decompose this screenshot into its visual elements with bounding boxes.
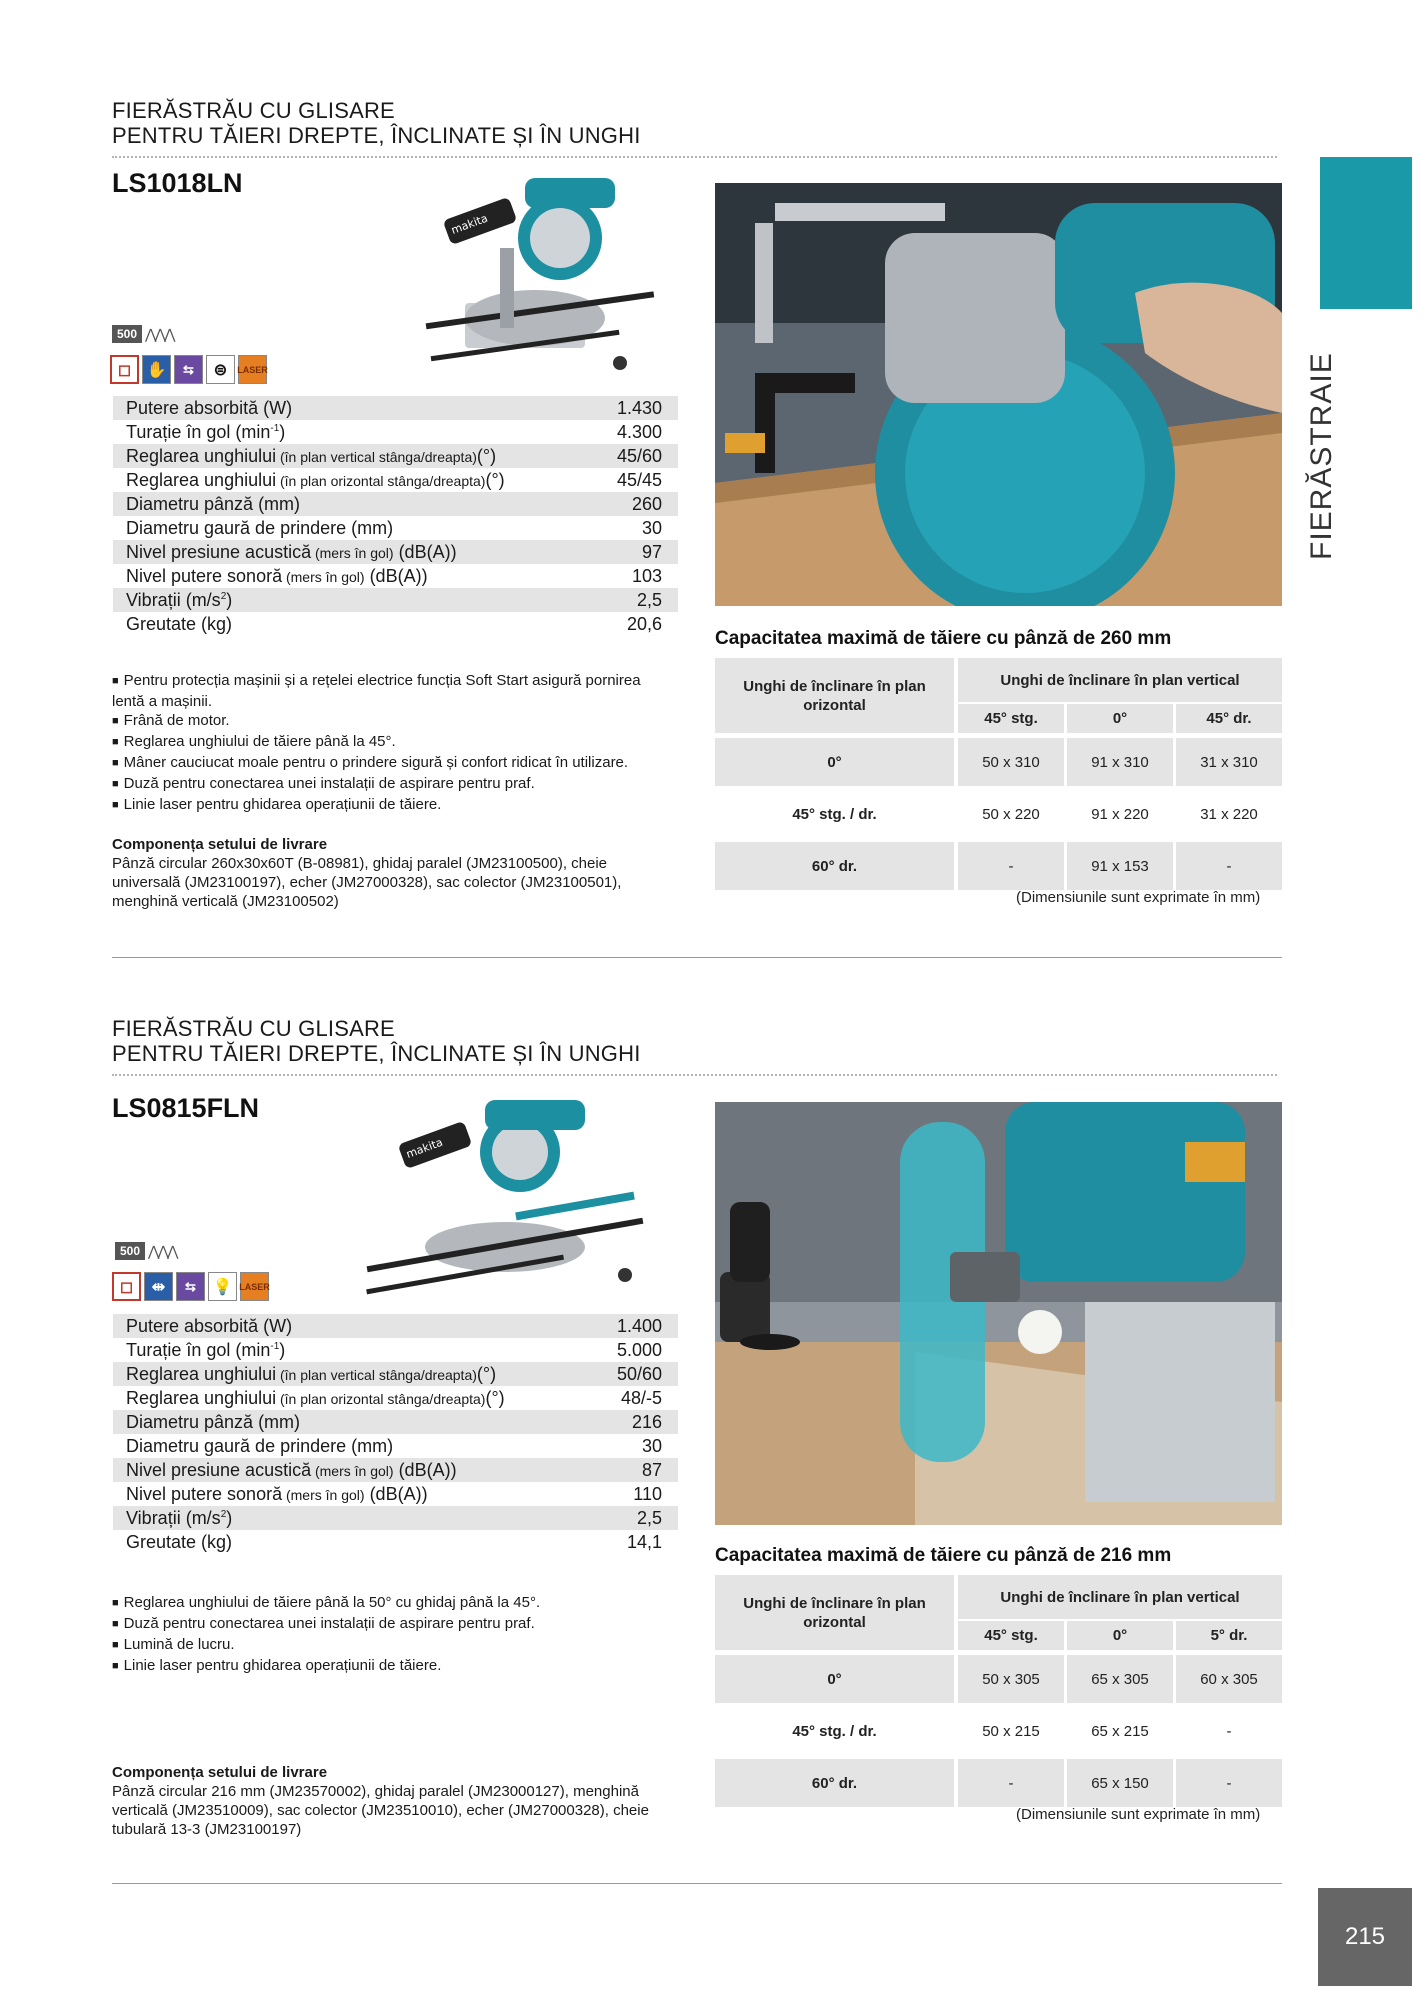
spec-value: 1.400 (616, 1315, 662, 1336)
product-1-components (112, 835, 672, 911)
saw-teeth-icon: ⋀⋀⋀ (145, 325, 174, 342)
table-cell: 50 x 220 (982, 805, 1040, 823)
section-separator (112, 1883, 1282, 1884)
table-column-header: 45° stg. (958, 704, 1064, 733)
components-text: Pânză circular 216 mm (JM23570002), ghidaj paralel (JM23000127), menghină verticală (JM23510009), sac colector (JM23510010), echer (JM27000328), cheie tubulară 13-3 (JM23100197) (112, 1783, 649, 1838)
table-cell: 50 x 215 (982, 1722, 1040, 1740)
spec-value: 50/60 (616, 1363, 662, 1384)
spec-row (113, 1410, 678, 1434)
spec-row (113, 1506, 678, 1530)
spec-value: 45/60 (616, 445, 662, 466)
spec-label: Reglarea unghiului (în plan orizontal stânga/dreapta)(°) (126, 469, 505, 490)
laser-icon: LASER (240, 1272, 269, 1301)
svg-text:makita: makita (449, 211, 490, 237)
product-1-feature-icons (110, 355, 267, 384)
spec-label: Reglarea unghiului (în plan vertical stânga/dreapta)(°) (126, 445, 497, 466)
section-separator (112, 957, 1282, 958)
spec-row (113, 564, 678, 588)
product-2-spec-table (113, 1314, 678, 1554)
feature-bullet: ■ Mâner cauciucat moale pentru o prindere sigură și confort ridicat în utilizare. (112, 753, 652, 774)
feature-bullet: ■ Duză pentru conectarea unei instalații de aspirare pentru praf. (112, 774, 652, 795)
spec-row (113, 1362, 678, 1386)
category-line-1: FIERĂSTRĂU CU GLISARE (112, 98, 395, 123)
spec-row (113, 1338, 678, 1362)
product-1-feature-list (112, 671, 652, 816)
sidebar-color-tab (1320, 157, 1412, 309)
product-2-table-note: (Dimensiunile sunt exprimate în mm) (1016, 1806, 1261, 1823)
spec-label: Nivel presiune acustică (mers în gol) (dB(A)) (126, 541, 457, 562)
table-cell: - (958, 1759, 1064, 1807)
spec-value: 2,5 (636, 1507, 662, 1528)
components-heading: Componența setului de livrare (112, 836, 328, 853)
soft-grip-icon: ✋ (142, 355, 171, 384)
table-row-label: 45° stg. / dr. (792, 805, 877, 823)
product-2-feature-icons (112, 1272, 269, 1301)
product-2-cutting-capacity-table (715, 1575, 1282, 1815)
table-cell: - (1176, 842, 1282, 890)
spec-value: 4.300 (616, 421, 662, 442)
product-2-capacity-title: Capacitatea maximă de tăiere cu pânză de 216 mm (715, 1545, 1172, 1566)
spec-label: Vibrații $(m/s^2)$ (126, 1507, 233, 1528)
table-column-header: 0° (1067, 1621, 1173, 1650)
table-cell: 91 x 153 (1067, 842, 1173, 890)
saw-teeth-icon: ⋀⋀⋀ (148, 1242, 177, 1259)
feature-bullet: ■ Linie laser pentru ghidarea operațiunii de tăiere. (112, 1656, 652, 1677)
spec-value: 110 (633, 1483, 662, 1504)
spec-value: 30 (641, 1435, 662, 1456)
table-cell: 65 x 215 (1091, 1722, 1149, 1740)
spec-row (113, 612, 678, 636)
table-cell: - (1226, 1722, 1232, 1740)
spec-label: Diametru pânză (mm) (126, 1411, 301, 1432)
table-cell: - (958, 842, 1064, 890)
spec-value: 20,6 (626, 613, 662, 634)
spec-value: 14,1 (626, 1531, 662, 1552)
spec-value: 2,5 (636, 589, 662, 610)
slide-rail-icon: ⇆ (174, 355, 203, 384)
spec-label: Greutate (kg) (126, 1531, 233, 1552)
spec-value: 260 (631, 493, 662, 514)
spec-label: Reglarea unghiului (în plan vertical stânga/dreapta)(°) (126, 1363, 497, 1384)
table-cell: 91 x 310 (1067, 738, 1173, 786)
feature-bullet: ■ Frână de motor. (112, 711, 652, 732)
spec-label: Nivel presiune acustică (mers în gol) (dB(A)) (126, 1459, 457, 1480)
title-divider (112, 156, 1277, 158)
table-row-label: 60° dr. (715, 842, 954, 890)
table-cell: 60 x 305 (1176, 1655, 1282, 1703)
feature-bullet: ■ Linie laser pentru ghidarea operațiunii de tăiere. (112, 795, 652, 816)
double-insulation-icon: ◻ (110, 355, 139, 384)
product-1-photo (715, 183, 1282, 606)
category-line-2: PENTRU TĂIERI DREPTE, ÎNCLINATE ȘI ÎN UNGHI (112, 123, 641, 148)
spec-row (113, 1434, 678, 1458)
table-row-header: Unghi de înclinare în plan orizontal (715, 658, 954, 733)
components-heading: Componența setului de livrare (112, 1764, 328, 1781)
product-2-tool-image (355, 1092, 655, 1307)
spec-label: Putere absorbită (W) (126, 397, 293, 418)
table-cell: 31 x 310 (1176, 738, 1282, 786)
svg-text:makita: makita (404, 1135, 445, 1161)
spec-row (113, 468, 678, 492)
product-1-tool-image (405, 168, 665, 390)
table-row-label: 45° stg. / dr. (792, 1722, 877, 1740)
spec-row (113, 1314, 678, 1338)
spec-label: Diametru gaură de prindere (mm) (126, 1435, 394, 1456)
table-row-label: 0° (715, 738, 954, 786)
table-column-header: 0° (1067, 704, 1173, 733)
spec-value: 45/45 (616, 469, 662, 490)
spec-row (113, 588, 678, 612)
table-row-label: 0° (715, 1655, 954, 1703)
spec-value: 1.430 (616, 397, 662, 418)
table-row-label: 60° dr. (715, 1759, 954, 1807)
spec-value: 87 (641, 1459, 662, 1480)
table-column-header: 45° dr. (1176, 704, 1282, 733)
spec-value: 103 (631, 565, 662, 586)
category-line-2: PENTRU TĂIERI DREPTE, ÎNCLINATE ȘI ÎN UNGHI (112, 1041, 641, 1066)
slide-rail-icon: ⇆ (176, 1272, 205, 1301)
spec-row (113, 1482, 678, 1506)
product-2-model: LS0815FLN (112, 1093, 260, 1123)
spec-label: Putere absorbită (W) (126, 1315, 293, 1336)
spec-value: 30 (641, 517, 662, 538)
spec-value: 48/-5 (620, 1387, 662, 1408)
title-divider (112, 1074, 1277, 1076)
table-column-header: 5° dr. (1176, 1621, 1282, 1650)
product-2-components (112, 1763, 672, 1839)
sidebar-section-label: FIERĂSTRAIE (1305, 352, 1338, 560)
components-text: Pânză circular 260x30x60T (B-08981), ghidaj paralel (JM23100500), cheie universală (JM23100197), echer (JM27000328), sac colector (JM23100501), menghină verticală (JM23100502) (112, 855, 622, 910)
spec-label: Nivel putere sonoră (mers în gol) (dB(A)) (126, 565, 428, 586)
product-1-category (112, 98, 641, 148)
spec-label: Greutate (kg) (126, 613, 233, 634)
blade-count-badge: 500 (115, 1242, 145, 1260)
spec-row (113, 540, 678, 564)
product-2-photo (715, 1102, 1282, 1525)
spec-label: Diametru pânză (mm) (126, 493, 301, 514)
spec-value: 216 (631, 1411, 662, 1432)
spec-row (113, 492, 678, 516)
spec-row (113, 444, 678, 468)
double-insulation-icon: ◻ (112, 1272, 141, 1301)
spec-label: Diametru gaură de prindere (mm) (126, 517, 394, 538)
spec-row (113, 516, 678, 540)
blade-count-badge: 500 (112, 325, 142, 343)
spec-row (113, 396, 678, 420)
electric-brake-icon: ⊜ (206, 355, 235, 384)
spec-label: Turație în gol $(\min^{-1})$ (126, 421, 286, 442)
spec-value: 5.000 (616, 1339, 662, 1360)
table-column-header: 45° stg. (958, 1621, 1064, 1650)
spec-label: Nivel putere sonoră (mers în gol) (dB(A)) (126, 1483, 428, 1504)
product-2-badge (115, 1242, 176, 1260)
spec-label: Vibrații $(m/s^2)$ (126, 589, 233, 610)
product-1-badge (112, 325, 173, 343)
spec-row (113, 1386, 678, 1410)
product-1-model: LS1018LN (112, 168, 243, 198)
table-column-group-header: Unghi de înclinare în plan vertical (958, 1575, 1282, 1619)
table-cell: 65 x 305 (1067, 1655, 1173, 1703)
page-number: 215 (1318, 1888, 1412, 1986)
spec-row (113, 1530, 678, 1554)
table-row-header: Unghi de înclinare în plan orizontal (715, 1575, 954, 1650)
product-2-category (112, 1016, 641, 1066)
table-cell: - (1176, 1759, 1282, 1807)
table-cell: 50 x 310 (958, 738, 1064, 786)
category-line-1: FIERĂSTRĂU CU GLISARE (112, 1016, 395, 1041)
spec-row (113, 420, 678, 444)
product-2-feature-list (112, 1593, 652, 1677)
spec-row (113, 1458, 678, 1482)
table-cell: 65 x 150 (1067, 1759, 1173, 1807)
spec-label: Reglarea unghiului (în plan orizontal stânga/dreapta)(°) (126, 1387, 505, 1408)
spec-value: 97 (641, 541, 662, 562)
feature-bullet: ■ Lumină de lucru. (112, 1635, 652, 1656)
spec-label: Turație în gol $(\min^{-1})$ (126, 1339, 286, 1360)
product-1-capacity-title: Capacitatea maximă de tăiere cu pânză de 260 mm (715, 628, 1172, 649)
laser-icon: LASER (238, 355, 267, 384)
product-1-cutting-capacity-table (715, 658, 1282, 898)
feature-bullet: ■ Reglarea unghiului de tăiere până la 50° cu ghidaj până la 45°. (112, 1593, 652, 1614)
table-column-group-header: Unghi de înclinare în plan vertical (958, 658, 1282, 702)
feature-bullet: ■ Pentru protecția mașinii și a rețelei electrice funcția Soft Start asigură pornirea lentă a mașinii. (112, 671, 652, 711)
product-1-table-note: (Dimensiunile sunt exprimate în mm) (1016, 889, 1261, 906)
feature-bullet: ■ Duză pentru conectarea unei instalații de aspirare pentru praf. (112, 1614, 652, 1635)
feature-bullet: ■ Reglarea unghiului de tăiere până la 45°. (112, 732, 652, 753)
table-cell: 91 x 220 (1091, 805, 1149, 823)
table-cell: 31 x 220 (1200, 805, 1258, 823)
table-cell: 50 x 305 (958, 1655, 1064, 1703)
work-light-icon: 💡 (208, 1272, 237, 1301)
product-1-spec-table (113, 396, 678, 636)
slide-arrows-icon: ⇹ (144, 1272, 173, 1301)
